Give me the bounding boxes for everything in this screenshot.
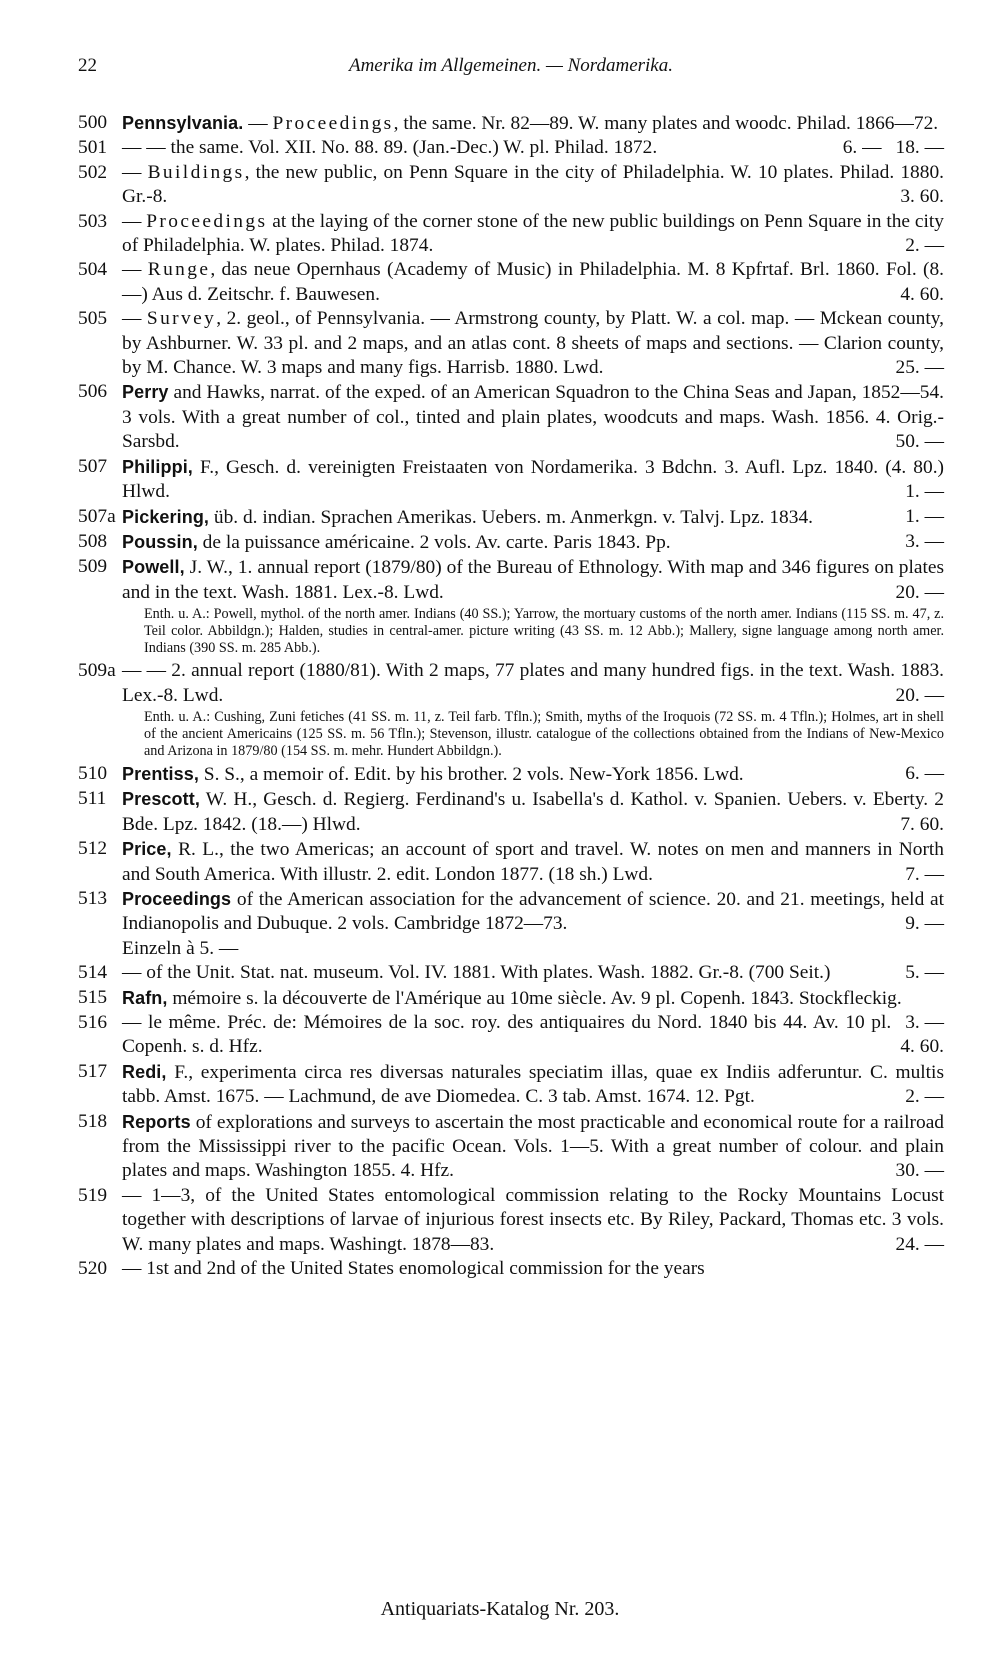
catalog-page (78, 55, 944, 1281)
catalog-entry (78, 887, 944, 937)
catalog-footer: Antiquariats-Katalog Nr. 203. (380, 1598, 620, 1620)
entry-number: 517 (78, 1060, 108, 1082)
entry-number: 509a (78, 660, 116, 682)
entry-author: Reports (122, 1111, 191, 1132)
entry-dash: — (122, 308, 147, 330)
entry-dash: — (122, 161, 148, 183)
entry-author: Rafn, (122, 987, 168, 1008)
entry-keyword: Proceedings (146, 210, 268, 232)
entry-text: , the same. Nr. 82—89. W. many plates and woodc. Philad. 1866—72. (393, 113, 939, 134)
entry-number: 515 (78, 986, 108, 1008)
entry-text: 2. annual report (1880/81). With 2 maps, 77 plates and many hundred figs. in the text. Wash. 1883. Lex.-8. Lwd. (122, 660, 945, 706)
page-number: 22 (78, 55, 97, 76)
entry-number: 509 (78, 556, 108, 578)
entry-number: 508 (78, 530, 108, 552)
entry-number: 512 (78, 838, 108, 860)
entry-price: 2. — (905, 235, 944, 257)
entry-author: Proceedings (122, 888, 232, 909)
entry-number: 507a (78, 505, 116, 527)
entry-keyword: Runge (147, 259, 211, 281)
catalog-entry (78, 961, 944, 985)
entry-price: 20. — (895, 581, 944, 603)
entry-price: 30. — (895, 1160, 944, 1182)
catalog-entry (78, 1257, 944, 1281)
entry-number: 506 (78, 381, 108, 403)
entry-dash: — — (122, 137, 171, 159)
entry-price: 18. — (895, 137, 944, 159)
entry-dash: — (122, 1258, 147, 1280)
entry-number: 501 (78, 137, 108, 159)
entry-keyword: Proceedings (272, 113, 394, 134)
contents-note: Enth. u. A.: Cushing, Zuni fetiches (41 SS. m. 11, z. Teil farb. Tfln.); Smith, myths of the Iroquois (72 SS. m. 4 Tfln.); Holmes, art in shell of the ancient Americains (125 SS. m. 56 Tfln.); Stevenson, illustr. catalogue of the collections obtained from the Indians of New-Mexico and Arizona in 1879/80 (154 SS. m. mehr. Hundert Abbildgn.). (144, 708, 944, 759)
entry-author: Pickering, (122, 506, 210, 527)
entry-price: 3. — (905, 1012, 944, 1033)
entry-text: of the Unit. Stat. nat. museum. Vol. IV. 1881. With plates. Wash. 1882. Gr.-8. (700 Seit.) (146, 962, 831, 984)
entry-text: mémoire s. la découverte de l'Amérique au 10me siècle. Av. 9 pl. Copenh. 1843. Stockfleckig. (167, 987, 902, 1009)
entry-number: 502 (78, 161, 108, 183)
single-volume-note: Einzeln à 5. — (122, 937, 239, 959)
entry-list (78, 111, 944, 1281)
catalog-entry (78, 258, 944, 307)
entry-text: W. H., Gesch. d. Regierg. Ferdinand's u. Isabella's d. Kathol. v. Spanien. Uebers. v. Eberty. 2 Bde. Lpz. 1842. (18.—) Hlwd. (122, 789, 944, 835)
entry-price: 9. — (905, 913, 944, 935)
entry-price: 6. — (905, 762, 944, 784)
entry-number: 504 (78, 259, 108, 281)
entry-price: 24. — (895, 1233, 944, 1255)
entry-dash: — (122, 1012, 148, 1033)
catalog-entry (78, 455, 944, 505)
contents-note: Enth. u. A.: Powell, mythol. of the north amer. Indians (40 SS.); Yarrow, the mortuary customs of the north amer. Indians (115 SS. m. 47, z. Teil color. Abbildgn.); Halden, studies in central-amer. picture writing (43 SS. m. 12 Abb.); Mallery, signe language among north amer. Indians (390 SS. m. 285 Abb.). (144, 606, 944, 657)
entry-text: of explorations and surveys to ascertain the most practicable and economical route for a railroad from the Mississippi river to the pacific Ocean. Vols. 1—5. With a great number of colour. and plain plates and maps. Washington 1855. 4. Hfz. (122, 1111, 944, 1182)
entry-price: 25. — (895, 357, 944, 379)
entry-dash: — (243, 113, 273, 134)
entry-text: S. S., a memoir of. Edit. by his brother. 2 vols. New-York 1856. Lwd. (198, 763, 744, 785)
entry-price: 1. — (905, 481, 944, 503)
entry-author: Prentiss, (122, 763, 199, 784)
entry-text: F., Gesch. d. vereinigten Freistaaten von Nordamerika. 3 Bdchn. 3. Aufl. Lpz. 1840. (4. 80.) Hlwd. (122, 456, 944, 503)
entry-price: 1. — (905, 505, 944, 527)
entry-number: 519 (78, 1184, 108, 1206)
entry-author: Powell, (122, 557, 185, 578)
catalog-entry (78, 136, 944, 160)
entry-text: J. W., 1. annual report (1879/80) of the Bureau of Ethnology. With map and 346 figures on plates and in the text. Wash. 1881. Lex.-8. Lwd. (122, 557, 944, 603)
catalog-entry (78, 787, 944, 837)
catalog-entry (78, 380, 944, 454)
entry-author: Prescott, (122, 789, 200, 810)
entry-number: 514 (78, 962, 108, 984)
entry-price: 4. 60. (900, 283, 944, 305)
entry-price: 50. — (895, 431, 944, 453)
entry-author: Perry (122, 382, 169, 403)
entry-author: Philippi, (122, 456, 193, 477)
entry-keyword: Buildings (147, 161, 245, 183)
entry-number: 518 (78, 1110, 108, 1132)
entry-price: 5. — (905, 962, 944, 984)
entry-author: Redi, (122, 1061, 167, 1082)
entry-price: 6. — (842, 137, 882, 159)
entry-price: 7. — (905, 863, 944, 885)
entry-text: , 2. geol., of Pennsylvania. — Armstrong county, by Platt. W. a col. map. — Mckean county, by Ashburner. W. 33 pl. and 2 maps, and an atlas cont. 8 sheets of maps and sections. — Clarion county, by M. Chance. W. 3 maps and many figs. Harrisb. 1880. Lwd. (122, 308, 944, 379)
entry-text: , the new public, on Penn Square in the city of Philadelphia. W. 10 plates. Philad. 1880. Gr.-8. (122, 161, 944, 208)
entry-price: 2. — (905, 1086, 944, 1108)
catalog-entry (78, 210, 944, 259)
running-title: Amerika im Allgemeinen. — Nordamerika. (348, 55, 673, 76)
entry-text: and Hawks, narrat. of the exped. of an American Squadron to the China Seas and Japan, 1852—54. 3 vols. With a great number of col., tinted and plain plates, woodcuts and maps. Wash. 1856. 4. Orig.-Sarsbd. (122, 382, 944, 453)
entry-number: 520 (78, 1258, 108, 1280)
catalog-entry (78, 1011, 944, 1060)
catalog-entry (78, 161, 944, 210)
entry-author: Poussin, (122, 531, 198, 552)
entry-number: 513 (78, 887, 108, 909)
entry-price: 3. 60. (900, 186, 944, 208)
entry-dash: — (122, 259, 148, 281)
entry-text: üb. d. indian. Sprachen Amerikas. Uebers. m. Anmerkgn. v. Talvj. Lpz. 1834. (209, 506, 813, 528)
entry-price: 7. 60. (900, 813, 944, 835)
catalog-entry (78, 1110, 944, 1184)
catalog-entry (78, 505, 944, 530)
entry-price: 4. 60. (900, 1036, 944, 1058)
entry-number: 511 (78, 788, 107, 810)
entry-price: 20. — (895, 684, 944, 706)
entry-dash: — — (122, 660, 172, 682)
catalog-entry (78, 1184, 944, 1257)
entry-text: of the American association for the advancement of science. 20. and 21. meetings, held at Indianopolis and Dubuque. 2 vols. Cambridge 1872—73. (122, 888, 944, 935)
entry-text: de la puissance américaine. 2 vols. Av. carte. Paris 1843. Pp. (197, 531, 671, 553)
catalog-entry (78, 762, 944, 787)
entry-dash: — (122, 1184, 152, 1206)
catalog-entry (78, 530, 944, 555)
entry-text: R. L., the two Americas; an account of sport and travel. W. notes on men and manners in North and South America. With illustr. 2. edit. London 1877. (18 sh.) Lwd. (122, 839, 944, 885)
catalog-entry (78, 837, 944, 887)
entry-number: 505 (78, 308, 108, 330)
catalog-entry (78, 1060, 944, 1110)
catalog-entry (78, 555, 944, 605)
entry-text: the same. Vol. XII. No. 88. 89. (Jan.-Dec.) W. pl. Philad. 1872. (170, 137, 658, 159)
entry-price: 3. — (905, 530, 944, 552)
catalog-entry (78, 659, 944, 708)
entry-number: 500 (78, 112, 108, 133)
entry-dash: — (122, 962, 147, 984)
entry-keyword: Survey (146, 308, 217, 330)
entry-number: 507 (78, 455, 108, 477)
entry-text: F., experimenta circa res diversas naturales speciatim illas, quae ex Indiis adferuntur. C. multis tabb. Amst. 1675. — Lachmund, de ave Diomedea. C. 3 tab. Amst. 1674. 12. Pgt. (122, 1061, 944, 1108)
entry-text: le même. Préc. de: Mémoires de la soc. roy. des antiquaires du Nord. 1840 bis 44. Av. 10 pl. Copenh. s. d. Hfz. (122, 1012, 892, 1058)
entry-text: at the laying of the corner stone of the new public buildings on Penn Square in the city of Philadelphia. W. plates. Philad. 1874. (122, 210, 944, 257)
page-header (78, 55, 944, 85)
entry-number: 503 (78, 210, 108, 232)
entry-text: , das neue Opernhaus (Academy of Music) in Philadelphia. M. 8 Kpfrtaf. Brl. 1860. Fol. (8.—) Aus d. Zeitschr. f. Bauwesen. (122, 259, 944, 305)
entry-author: Price, (122, 839, 172, 860)
entry-number: 510 (78, 762, 108, 784)
entry-number: 516 (78, 1012, 108, 1033)
catalog-entry (78, 307, 944, 380)
entry-dash: — (122, 210, 147, 232)
entry-author: Pennsylvania. (122, 113, 244, 133)
entry-text: 1st and 2nd of the United States enomological commission for the years (146, 1258, 705, 1280)
entry-text: 1—3, of the United States entomological commission relating to the Rocky Mountains Locust together with descriptions of larvae of injurious forest insects etc. By Riley, Packard, Thomas etc. 3 vols. W. many plates and maps. Washingt. 1878—83. (122, 1184, 945, 1255)
